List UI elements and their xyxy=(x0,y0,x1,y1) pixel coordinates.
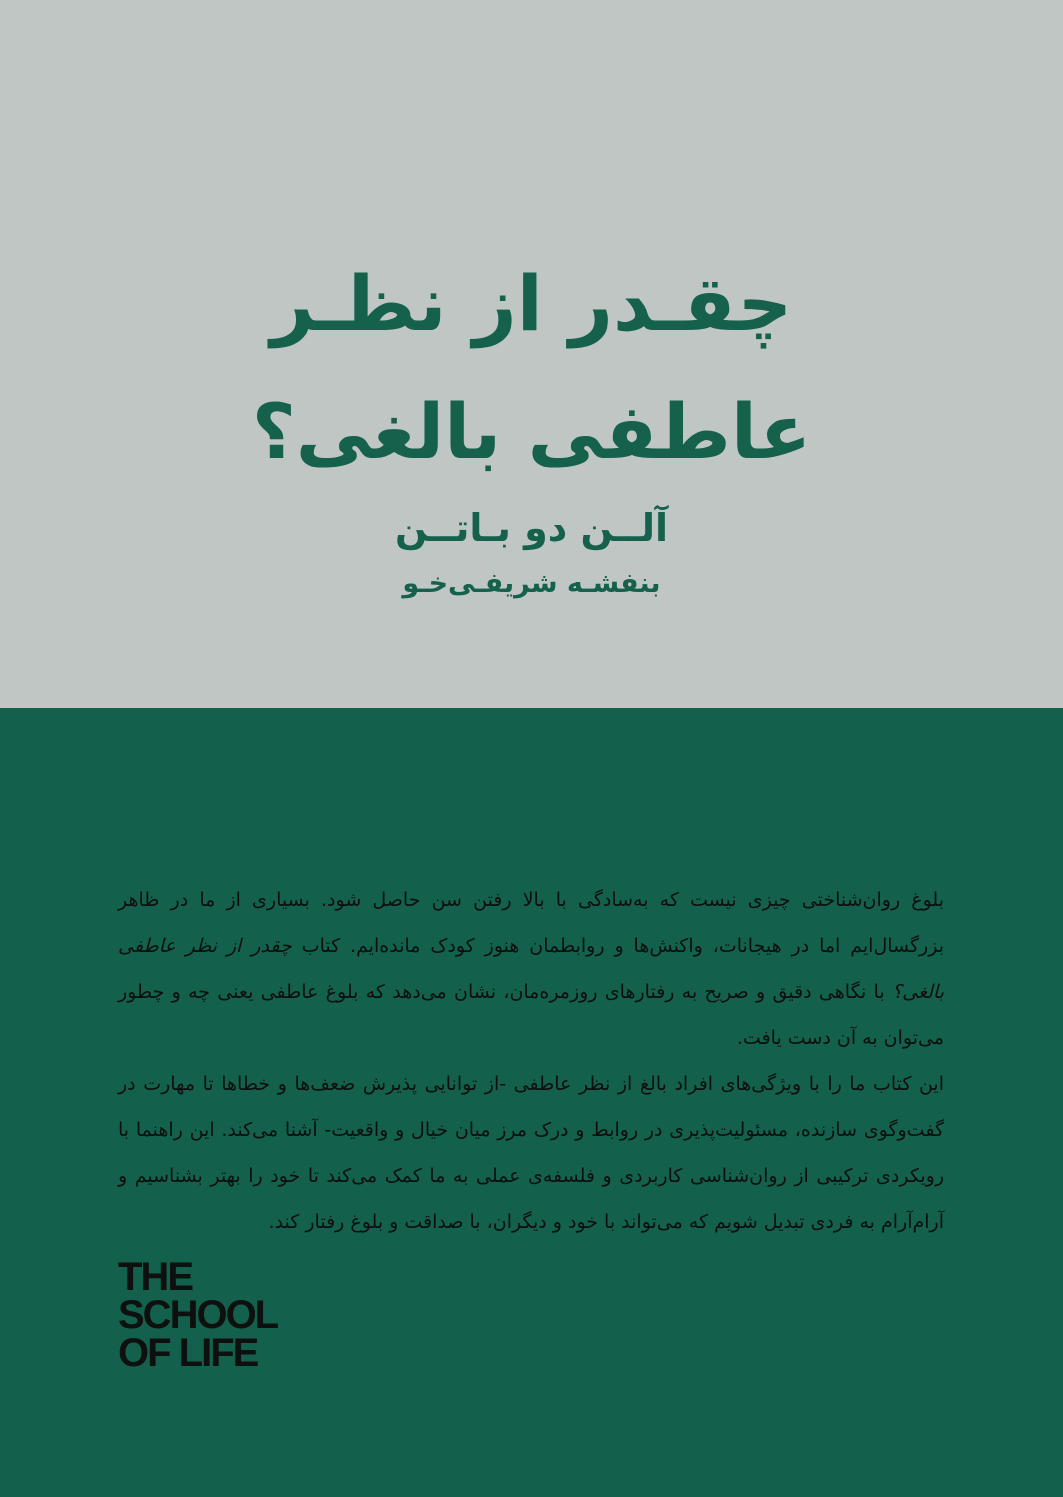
book-title-line-1: چقـدر از نظـر xyxy=(270,259,793,348)
logo-line-1: THE xyxy=(118,1255,192,1299)
blurb-paragraph-2: این کتاب ما را با ویژگی‌های افراد بالغ از نظر عاطفی -از توانایی پذیرش ضعف‌ها و خطاها تا مهارت در گفت‌وگوی سازنده، مسئولیت‌پذیری در روابط و درک مرز میان خیال و واقعیت- آشنا می‌کند. این راهنما با رویکردی ترکیبی از روان‌شناسی کاربردی و فلسفه‌ی عملی به ما کمک می‌کند تا خود را بهتر بشناسیم و آرام‌آرام به فردی تبدیل شویم که می‌تواند با خود و دیگران، با صداقت و بلوغ رفتار کند. xyxy=(118,1073,944,1233)
blurb-book-title-italic: چقدر از نظر عاطفی بالغی؟ xyxy=(118,935,944,1003)
author-name: آلــن دو بـاتــن xyxy=(394,506,668,550)
book-title xyxy=(150,240,913,496)
book-title-line-2: عاطفی بالغی؟ xyxy=(251,387,812,476)
translator-name: بنفشـه شریفـی‌خـو xyxy=(402,568,661,599)
logo-line-2: SCHOOL xyxy=(118,1293,278,1337)
logo-line-3: OF LIFE xyxy=(118,1331,258,1375)
blurb-paragraph-1 xyxy=(118,877,944,1061)
back-cover-blurb xyxy=(118,877,944,1245)
blurb-paragraph-1-part-a: بلوغ روان‌شناختی چیزی نیست که به‌سادگی با بالا رفتن سن حاصل شود. بسیاری از ما در ظاهر بزرگسال‌ایم اما در هیجانات، واکنش‌ها و روابطمان هنوز کودک مانده‌ایم. کتاب xyxy=(118,889,944,957)
school-of-life-logo xyxy=(118,1255,298,1375)
blurb-paragraph-1-part-b: با نگاهی دقیق و صریح به رفتارهای روزمره‌مان، نشان می‌دهد که بلوغ عاطفی یعنی چه و چطور می‌توان به آن دست یافت. xyxy=(118,981,944,1049)
